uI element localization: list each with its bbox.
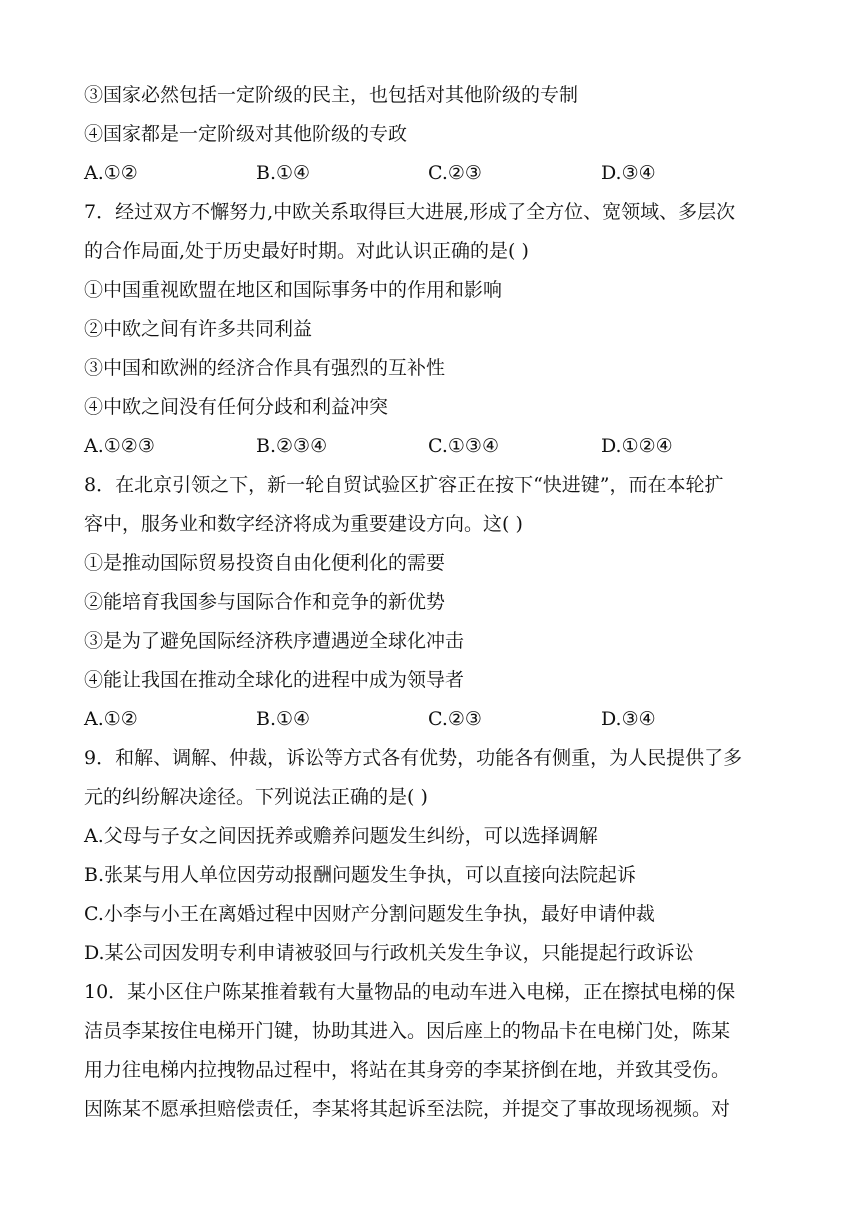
q7-option-d[interactable]: D.①②④ xyxy=(601,435,673,457)
q6-option-c[interactable]: C.②③ xyxy=(428,162,482,184)
q10-stem-line-1: 10．某小区住户陈某推着载有大量物品的电动车进入电梯，正在擦拭电梯的保 xyxy=(84,981,736,1003)
q7-item-3: ③中国和欧洲的经济合作具有强烈的互补性 xyxy=(84,357,446,379)
q6-item-3: ③国家必然包括一定阶级的民主，也包括对其他阶级的专制 xyxy=(84,84,579,106)
q7-option-b[interactable]: B.②③④ xyxy=(256,435,328,457)
q6-option-a[interactable]: A.①② xyxy=(84,162,138,184)
q6-option-b[interactable]: B.①④ xyxy=(256,162,311,184)
q8-item-1: ①是推动国际贸易投资自由化便利化的需要 xyxy=(84,552,446,574)
q9-option-c[interactable]: C.小李与小王在离婚过程中因财产分割问题发生争执，最好申请仲裁 xyxy=(84,903,655,925)
q6-item-4: ④国家都是一定阶级对其他阶级的专政 xyxy=(84,123,408,145)
q8-option-a[interactable]: A.①② xyxy=(84,708,138,730)
q9-stem-line-2: 元的纠纷解决途径。下列说法正确的是( ) xyxy=(84,786,428,808)
q7-options xyxy=(84,432,784,460)
q9-option-a[interactable]: A.父母与子女之间因抚养或赡养问题发生纠纷，可以选择调解 xyxy=(84,825,598,847)
q8-options xyxy=(84,705,784,733)
q8-item-4: ④能让我国在推动全球化的进程中成为领导者 xyxy=(84,669,465,691)
q10-stem-line-2: 洁员李某按住电梯开门键，协助其进入。因后座上的物品卡在电梯门处，陈某 xyxy=(84,1020,731,1042)
q9-stem-line-1: 9．和解、调解、仲裁，诉讼等方式各有优势，功能各有侧重，为人民提供了多 xyxy=(84,747,743,769)
q8-stem-line-2: 容中，服务业和数字经济将成为重要建设方向。这( ) xyxy=(84,513,523,535)
q10-stem-line-3: 用力往电梯内拉拽物品过程中，将站在其身旁的李某挤倒在地，并致其受伤。 xyxy=(84,1059,731,1081)
q8-option-b[interactable]: B.①④ xyxy=(256,708,311,730)
q9-option-d[interactable]: D.某公司因发明专利申请被驳回与行政机关发生争议，只能提起行政诉讼 xyxy=(84,942,694,964)
q7-item-1: ①中国重视欧盟在地区和国际事务中的作用和影响 xyxy=(84,279,503,301)
q7-option-c[interactable]: C.①③④ xyxy=(428,435,499,457)
q7-item-4: ④中欧之间没有任何分歧和利益冲突 xyxy=(84,396,389,418)
q8-option-d[interactable]: D.③④ xyxy=(601,708,656,730)
q8-stem-line-1: 8．在北京引领之下，新一轮自贸试验区扩容正在按下“快进键”，而在本轮扩 xyxy=(84,474,724,496)
q10-stem-line-4: 因陈某不愿承担赔偿责任，李某将其起诉至法院，并提交了事故现场视频。对 xyxy=(84,1098,731,1120)
q7-stem-line-1: 7．经过双方不懈努力,中欧关系取得巨大进展,形成了全方位、宽领域、多层次 xyxy=(84,201,736,223)
q8-item-2: ②能培育我国参与国际合作和竞争的新优势 xyxy=(84,591,446,613)
q6-options xyxy=(84,159,784,187)
q9-option-b[interactable]: B.张某与用人单位因劳动报酬问题发生争执，可以直接向法院起诉 xyxy=(84,864,637,886)
q7-option-a[interactable]: A.①②③ xyxy=(84,435,155,457)
q8-option-c[interactable]: C.②③ xyxy=(428,708,482,730)
q6-option-d[interactable]: D.③④ xyxy=(601,162,656,184)
q8-item-3: ③是为了避免国际经济秩序遭遇逆全球化冲击 xyxy=(84,630,465,652)
q7-item-2: ②中欧之间有许多共同利益 xyxy=(84,318,313,340)
q7-stem-line-2: 的合作局面,处于历史最好时期。对此认识正确的是( ) xyxy=(84,240,529,262)
